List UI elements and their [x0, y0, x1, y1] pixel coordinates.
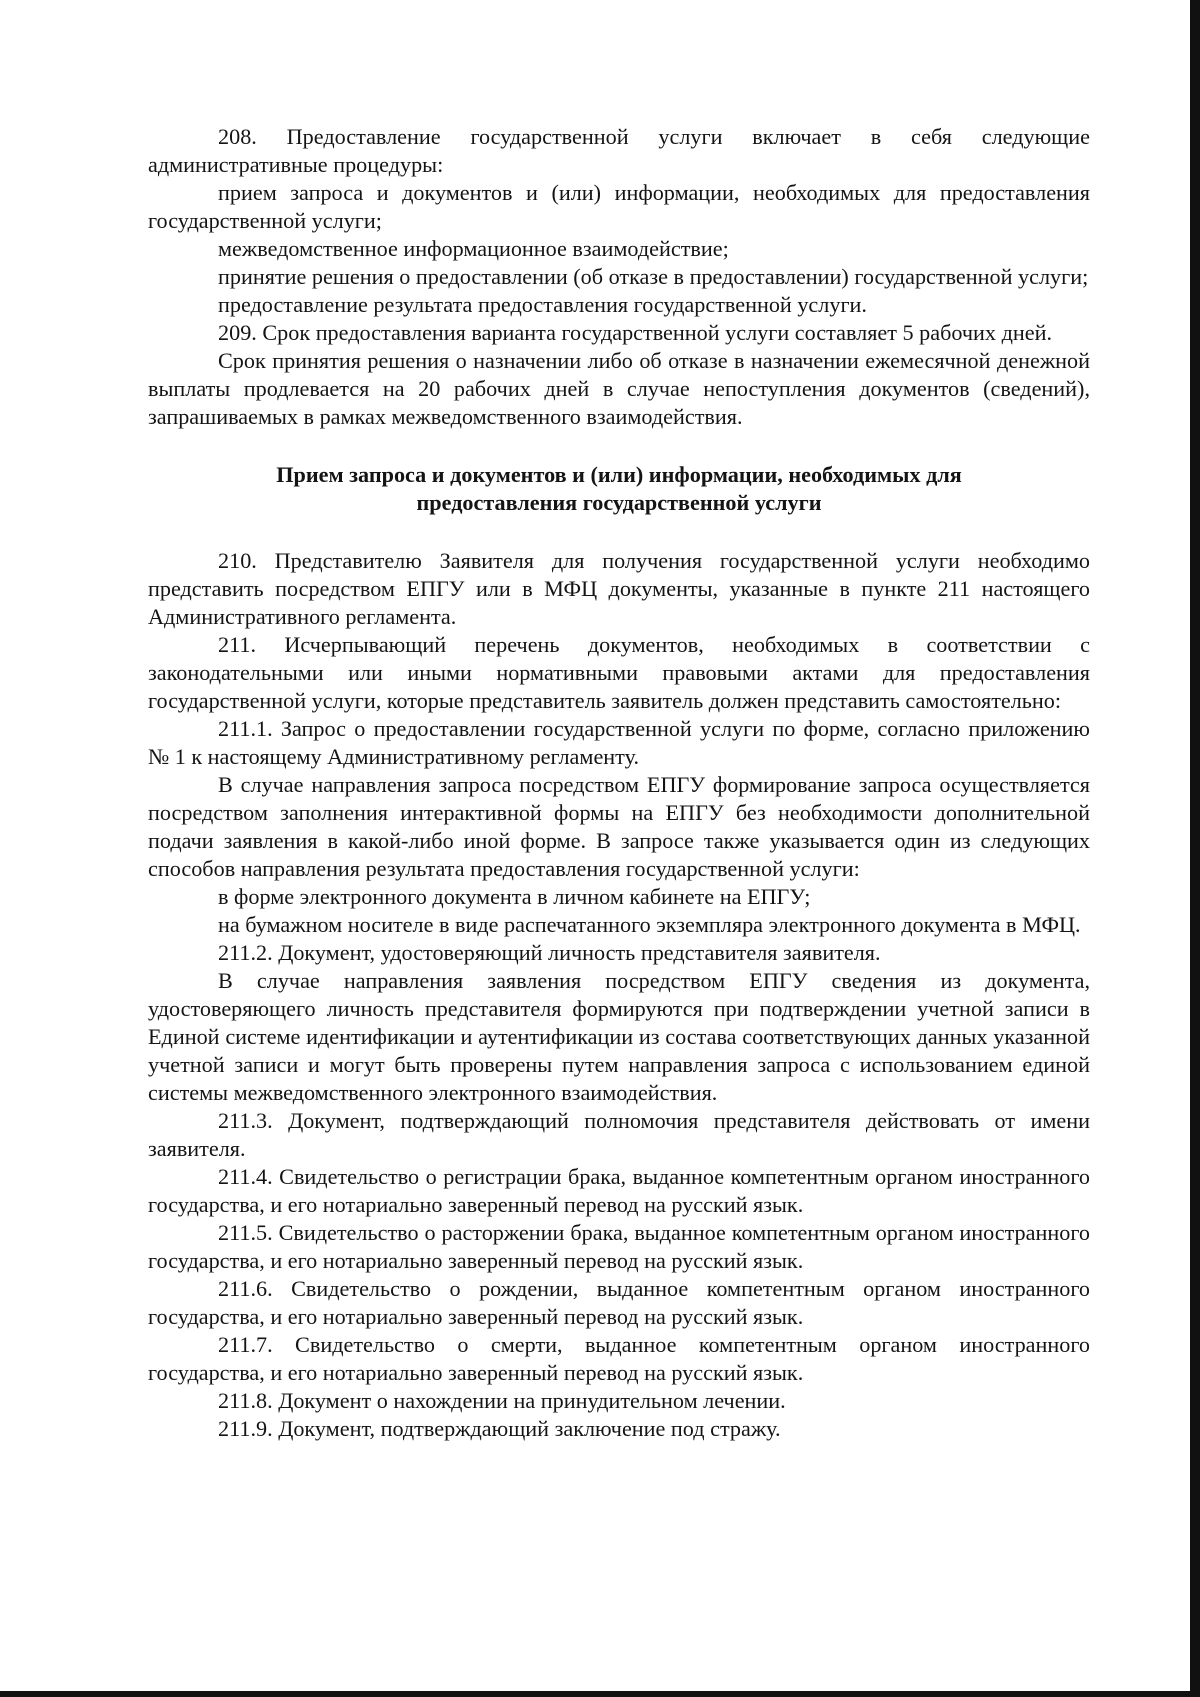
paragraph-211-7: 211.7. Свидетельство о смерти, выданное компетентным органом иностранного государства, и его нотариально заверенный перевод на русский язык.	[148, 1332, 1090, 1385]
section-heading-line-2: предоставления государственной услуги	[416, 490, 822, 515]
paragraph-211-1-option-electronic: в форме электронного документа в личном кабинете на ЕПГУ;	[218, 884, 811, 909]
paragraph-procedure-result: предоставление результата предоставления государственной услуги.	[218, 292, 867, 317]
paragraph-211-8: 211.8. Документ о нахождении на принудительном лечении.	[218, 1388, 786, 1413]
paragraph-procedure-interagency: межведомственное информационное взаимодействие;	[218, 236, 729, 261]
paragraph-211-1-option-paper: на бумажном носителе в виде распечатанного экземпляра электронного документа в МФЦ.	[218, 912, 1081, 937]
paragraph-211-2-epgu: В случае направления заявления посредством ЕПГУ сведения из документа, удостоверяющего личность представителя формируются при подтверждении учетной записи в Единой системе идентификации и аутентификации из состава соответствующих данных указанной учетной записи и могут быть проверены путем направления запроса с использованием единой системы межведомственного электронного взаимодействия.	[148, 968, 1090, 1105]
document-body	[148, 123, 1090, 1443]
paragraph-208: 208. Предоставление государственной услуги включает в себя следующие административные процедуры:	[148, 124, 1090, 177]
paragraph-211-9: 211.9. Документ, подтверждающий заключение под стражу.	[218, 1416, 781, 1441]
section-heading	[148, 461, 1090, 517]
paragraph-211-1-epgu: В случае направления запроса посредством ЕПГУ формирование запроса осуществляется посредством заполнения интерактивной формы на ЕПГУ без необходимости дополнительной подачи заявления в какой-либо иной форме. В запросе также указывается один из следующих способов направления результата предоставления государственной услуги:	[148, 772, 1090, 881]
paragraph-211-2: 211.2. Документ, удостоверяющий личность представителя заявителя.	[218, 940, 881, 965]
paragraph-procedure-decision: принятие решения о предоставлении (об отказе в предоставлении) государственной услуги;	[218, 264, 1089, 289]
section-heading-line-1: Прием запроса и документов и (или) информации, необходимых для	[276, 462, 962, 487]
paragraph-210: 210. Представителю Заявителя для получения государственной услуги необходимо представить посредством ЕПГУ или в МФЦ документы, указанные в пункте 211 настоящего Административного регламента.	[148, 548, 1090, 629]
paragraph-211-3: 211.3. Документ, подтверждающий полномочия представителя действовать от имени заявителя.	[148, 1108, 1090, 1161]
paragraph-211-5: 211.5. Свидетельство о расторжении брака, выданное компетентным органом иностранного государства, и его нотариально заверенный перевод на русский язык.	[148, 1220, 1090, 1273]
scan-border-right	[1190, 0, 1200, 1697]
paragraph-211-4: 211.4. Свидетельство о регистрации брака, выданное компетентным органом иностранного государства, и его нотариально заверенный перевод на русский язык.	[148, 1164, 1090, 1217]
paragraph-211: 211. Исчерпывающий перечень документов, необходимых в соответствии с законодательными или иными нормативными правовыми актами для предоставления государственной услуги, которые представитель заявитель должен представить самостоятельно:	[148, 632, 1090, 713]
paragraph-procedure-intake: прием запроса и документов и (или) информации, необходимых для предоставления государственной услуги;	[148, 180, 1090, 233]
paragraph-209: 209. Срок предоставления варианта государственной услуги составляет 5 рабочих дней.	[218, 320, 1053, 345]
paragraph-211-6: 211.6. Свидетельство о рождении, выданное компетентным органом иностранного государства, и его нотариально заверенный перевод на русский язык.	[148, 1276, 1090, 1329]
paragraph-209-extension: Срок принятия решения о назначении либо об отказе в назначении ежемесячной денежной выплаты продлевается на 20 рабочих дней в случае непоступления документов (сведений), запрашиваемых в рамках межведомственного взаимодействия.	[148, 348, 1090, 429]
paragraph-211-1: 211.1. Запрос о предоставлении государственной услуги по форме, согласно приложению № 1 к настоящему Административному регламенту.	[148, 716, 1090, 769]
scan-border-bottom	[0, 1691, 1200, 1697]
